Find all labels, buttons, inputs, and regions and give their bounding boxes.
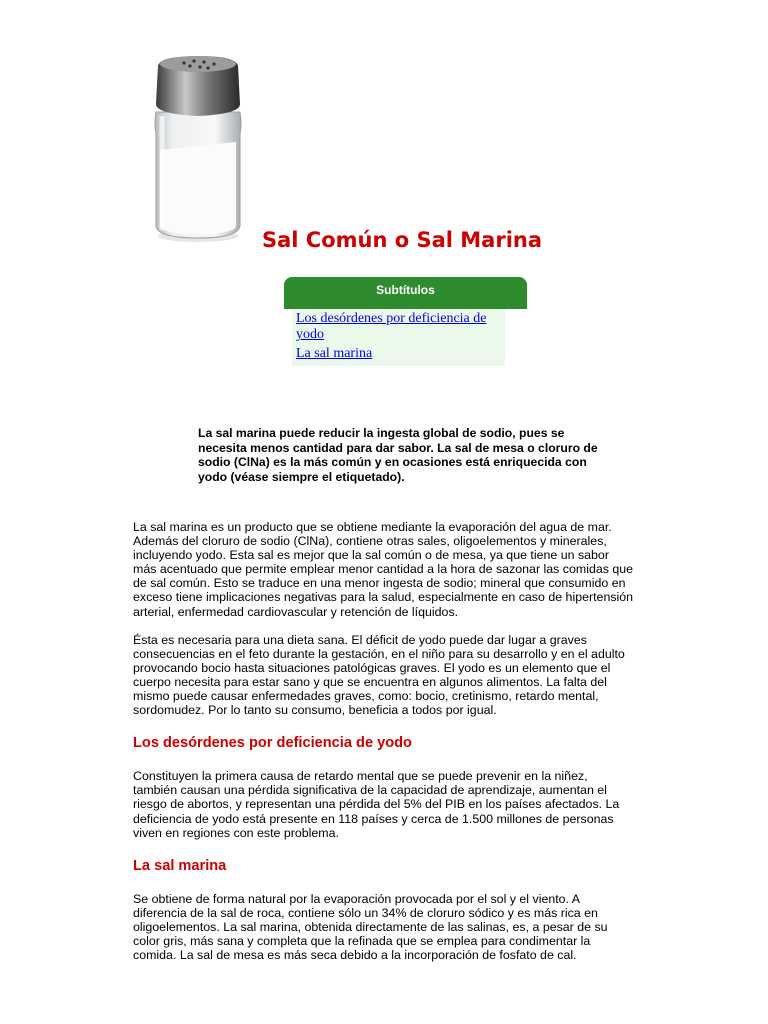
- section-text-iodine: Constituyen la primera causa de retardo mental que se puede prevenir en la niñez, también causan una pérdida significativa de la capacidad de aprendizaje, aumentan el riesgo de abortos, y representan una pérdida del 5% del PIB en los países afectados. La deficiencia de yodo está presente en 118 países y cerca de 1.500 millones de personas viven en regiones con este problema.: [133, 769, 620, 840]
- page-title: Sal Común o Sal Marina: [262, 228, 543, 252]
- subtitle-link-iodine[interactable]: Los desórdenes por deficiencia de yodo: [296, 311, 487, 342]
- section-heading-sea-salt: La sal marina: [133, 857, 227, 874]
- body-paragraph: La sal marina es un producto que se obtiene mediante la evaporación del agua de mar. Además del cloruro de sodio (ClNa), contiene otras sales, oligoelementos y minerales, incluyendo yodo. Esta sal es mejor que la sal común o de mesa, ya que tiene un sabor más acentuado que permite emplear menor cantidad a la hora de sazonar las comidas que de sal común. Esto se traduce en una menor ingesta de sodio; mineral que consumido en exceso tiene implicaciones negativas para la salud, especialmente en caso de hipertensión arterial, enfermedad cardiovascular y retención de líquidos.: [133, 520, 634, 619]
- subtitle-link-sea-salt[interactable]: La sal marina: [296, 346, 373, 361]
- section-heading-iodine: Los desórdenes por deficiencia de yodo: [133, 735, 412, 752]
- main-content: [133, 520, 635, 976]
- subtitles-list: [292, 309, 505, 366]
- subtitles-header: Subtítulos: [284, 277, 527, 303]
- section-text-sea-salt: Se obtiene de forma natural por la evaporación provocada por el sol y el viento. A diferencia de la sal de roca, contiene sólo un 34% de cloruro sódico y es más rica en oligoelementos. La sal marina, obtenida directamente de las salinas, es, a pesar de su color gris, más sana y completa que la refinada que se emplea para condimentar la comida. La sal de mesa es más seca debido a la incorporación de fosfato de cal.: [133, 891, 608, 963]
- subtitles-box: [284, 277, 527, 366]
- intro-paragraph: La sal marina puede reducir la ingesta global de sodio, pues se necesita menos cantidad para dar sabor. La sal de mesa o cloruro de sodio (ClNa) es la más común y en ocasiones está enriquecida con yodo (véase siempre el etiquetado).: [198, 426, 598, 484]
- body-paragraph: Ésta es necesaria para una dieta sana. El déficit de yodo puede dar lugar a graves consecuencias en el feto durante la gestación, en el niño para su desarrollo y en el adulto provocando bocio hasta situaciones patológicas graves. El yodo es un elemento que el cuerpo necesita para estar sano y que se encuentra en algunos alimentos. La falta del mismo puede causar enfermedades graves, como: bocio, cretinismo, retardo mental, sordomudez. Por lo tanto su consumo, beneficia a todos por igual.: [133, 632, 625, 718]
- salt-shaker-image: [148, 54, 248, 244]
